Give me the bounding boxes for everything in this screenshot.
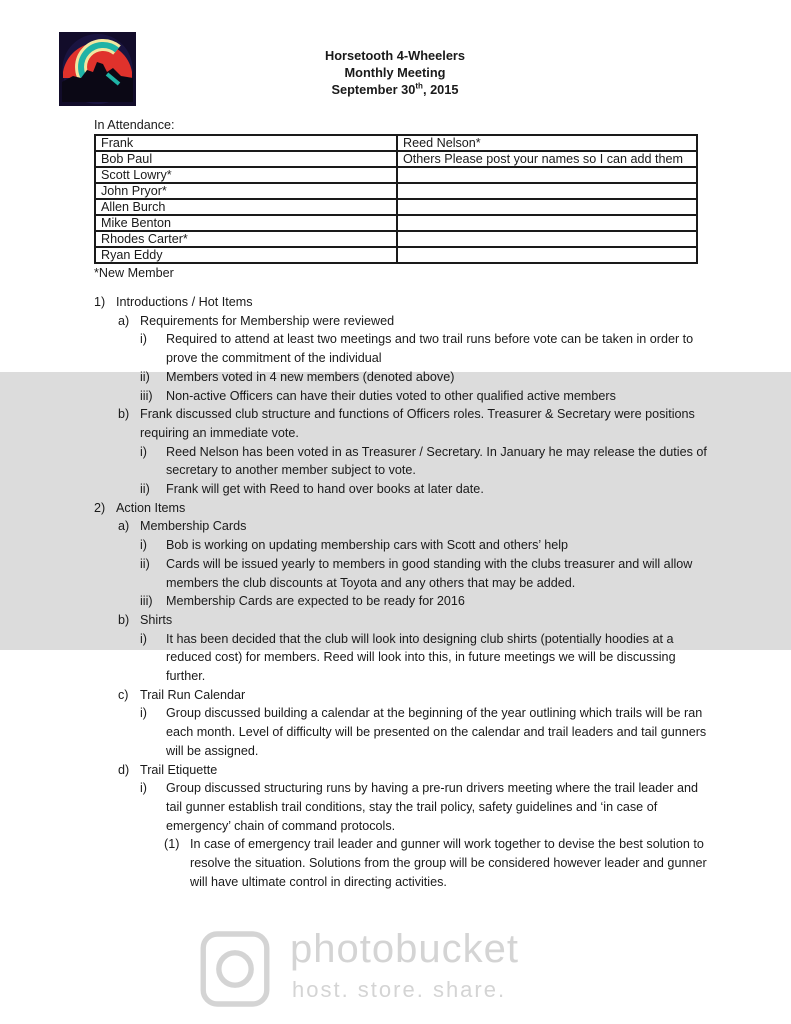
outline-item-text: Shirts — [140, 612, 173, 627]
outline-item-text: Frank will get with Reed to hand over books at later date. — [166, 482, 484, 497]
outline-item-text: Group discussed structuring runs by having a pre-run drivers meeting where the trail leader and tail gunner establish trail conditions, stay the trail policy, safety guidelines and ‘in case of emergency’ chain of command protocols. — [166, 781, 699, 833]
outline-item-number: ii) — [140, 482, 150, 497]
org-name: Horsetooth 4-Wheelers — [324, 48, 466, 63]
outline-item-number: 1) — [94, 295, 106, 309]
outline-item-number: a) — [118, 519, 130, 534]
outline-item — [94, 312, 714, 331]
attendee-cell: Others Please post your names so I can add them — [397, 151, 697, 167]
attendance-row — [95, 199, 697, 215]
outline-item — [94, 387, 714, 406]
outline-item-number: b) — [118, 407, 130, 422]
outline-item-text: In case of emergency trail leader and gunner will work together to devise the best solution to resolve the situation. Solutions from the group will be considered however leader and gunner will have ultimate control in directing activities. — [190, 837, 707, 889]
attendance-row — [95, 151, 697, 167]
outline-item-number: c) — [118, 687, 129, 702]
minutes-outline — [94, 293, 714, 892]
attendance-row — [95, 167, 697, 183]
date-suffix: , 2015 — [422, 82, 459, 97]
outline-item-text: Group discussed building a calendar at the beginning of the year outlining which trails will be ran each month. Level of difficulty will be presented on the calendar and trail leaders and tail gunners will be assigned. — [166, 706, 707, 758]
attendance-table — [94, 134, 698, 264]
attendance-row — [95, 183, 697, 199]
outline-item-text: Introductions / Hot Items — [116, 295, 253, 309]
outline-item-text: Non-active Officers can have their duties voted to other qualified active members — [166, 388, 616, 403]
attendee-cell — [397, 183, 697, 199]
date-prefix: September 30 — [331, 82, 416, 97]
attendee-cell: Bob Paul — [95, 151, 397, 167]
outline-item-text: Requirements for Membership were reviewed — [140, 313, 395, 328]
attendee-cell: Ryan Eddy — [95, 247, 397, 263]
outline-item-text: It has been decided that the club will look into designing club shirts (potentially hoodies at a reduced cost) for members. Reed will look into this, in future meetings we will be discussing further. — [166, 631, 676, 684]
attendance-label: In Attendance: — [94, 118, 175, 132]
photobucket-camera-icon — [200, 928, 270, 1010]
outline-item — [94, 405, 714, 442]
outline-item-number: b) — [118, 612, 130, 627]
outline-item-number: i) — [140, 332, 147, 347]
watermark-brand: photobucket — [290, 927, 519, 971]
watermark-tagline: host. store. share. — [292, 977, 507, 1002]
outline-item — [94, 293, 714, 312]
outline-item — [94, 592, 714, 611]
attendance-row — [95, 135, 697, 151]
outline-item — [94, 499, 714, 518]
outline-item-number: 2) — [94, 500, 106, 515]
attendance-row — [95, 215, 697, 231]
outline-item-number: i) — [140, 781, 147, 796]
meeting-type: Monthly Meeting — [344, 65, 446, 80]
attendee-cell — [397, 247, 697, 263]
attendee-cell: Frank — [95, 135, 397, 151]
outline-item-text: Membership Cards — [140, 519, 247, 534]
outline-item — [94, 761, 714, 780]
outline-item — [94, 480, 714, 499]
outline-item-text: Members voted in 4 new members (denoted above) — [166, 369, 455, 384]
attendee-cell — [397, 199, 697, 215]
outline-item — [94, 686, 714, 705]
outline-item-number: a) — [118, 313, 130, 328]
outline-item-number: ii) — [140, 369, 150, 384]
outline-item — [94, 779, 714, 835]
outline-item-text: Required to attend at least two meetings and two trail runs before vote can be taken in order to prove the commitment of the individual — [166, 332, 694, 366]
attendance-row — [95, 231, 697, 247]
outline-item-number: iii) — [140, 388, 153, 403]
attendee-cell: Reed Nelson* — [397, 135, 697, 151]
attendee-cell: Mike Benton — [95, 215, 397, 231]
attendee-cell: Scott Lowry* — [95, 167, 397, 183]
new-member-note: *New Member — [94, 266, 174, 280]
outline-item — [94, 630, 714, 686]
outline-item — [94, 704, 714, 760]
outline-item-number: i) — [140, 706, 147, 721]
outline-item — [94, 443, 714, 480]
outline-item-text: Frank discussed club structure and functions of Officers roles. Treasurer & Secretary were positions requiring an immediate vote. — [140, 407, 695, 440]
attendee-cell — [397, 231, 697, 247]
date-ordinal: th — [415, 81, 423, 91]
outline-item-number: iii) — [140, 594, 153, 609]
outline-item-number: d) — [118, 762, 130, 777]
meeting-date — [290, 81, 500, 98]
outline-item — [94, 330, 714, 367]
watermark — [0, 922, 791, 1018]
outline-item-text: Action Items — [116, 500, 186, 515]
attendee-cell — [397, 215, 697, 231]
outline-item — [94, 368, 714, 387]
outline-item — [94, 835, 714, 891]
outline-item — [94, 611, 714, 630]
attendance-row — [95, 247, 697, 263]
attendee-cell: Allen Burch — [95, 199, 397, 215]
outline-item — [94, 536, 714, 555]
outline-item-number: i) — [140, 538, 147, 553]
outline-item-text: Trail Etiquette — [140, 762, 218, 777]
document-header — [290, 47, 500, 98]
outline-item-text: Cards will be issued yearly to members in good standing with the clubs treasurer and will allow members the club discounts at Toyota and any others that may be added. — [166, 556, 693, 590]
club-logo — [59, 32, 136, 106]
outline-item — [94, 555, 714, 592]
outline-item-text: Reed Nelson has been voted in as Treasurer / Secretary. In January he may release the duties of secretary to another member subject to vote. — [166, 444, 707, 478]
outline-item — [94, 517, 714, 536]
outline-item-text: Membership Cards are expected to be ready for 2016 — [166, 594, 465, 609]
attendee-cell — [397, 167, 697, 183]
outline-item-number: i) — [140, 444, 147, 459]
outline-item-number: (1) — [164, 837, 180, 852]
outline-item-number: ii) — [140, 556, 150, 571]
outline-item-text: Trail Run Calendar — [140, 687, 246, 702]
document-body — [94, 116, 714, 892]
outline-item-number: i) — [140, 631, 147, 646]
attendee-cell: Rhodes Carter* — [95, 231, 397, 247]
outline-item-text: Bob is working on updating membership cars with Scott and others’ help — [166, 538, 569, 553]
attendee-cell: John Pryor* — [95, 183, 397, 199]
